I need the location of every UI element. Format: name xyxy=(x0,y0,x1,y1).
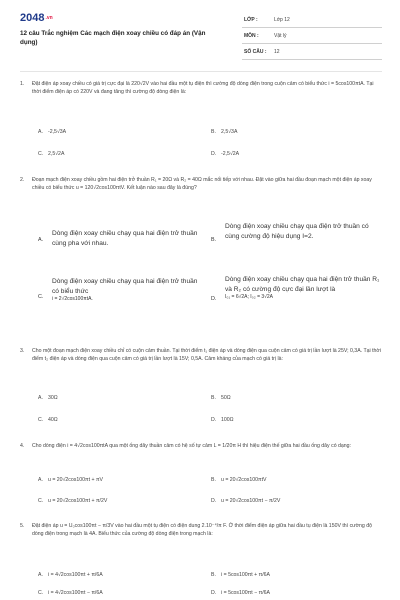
option-label: C. xyxy=(38,294,44,300)
option-text: Dòng điện xoay chiều chạy qua điện trở thuần có cùng cường độ hiệu dụng I=2. xyxy=(225,223,369,240)
option-text: -2,5√2A xyxy=(221,151,240,157)
option-text: i = 5cos100πt + π/6A xyxy=(221,572,270,578)
option-4d[interactable] xyxy=(211,498,280,504)
option-text: i = 5cos100πt − π/6A xyxy=(221,590,270,596)
question-number: 3. xyxy=(20,348,25,354)
option-text: u = 20√2cos100πt − π/2V xyxy=(221,498,281,504)
option-1b[interactable] xyxy=(211,129,237,135)
option-5b[interactable] xyxy=(211,572,270,578)
option-label: C. xyxy=(38,590,44,596)
meta-key: SỐ CÂU : xyxy=(244,49,267,55)
option-4b[interactable] xyxy=(211,477,267,483)
option-2b[interactable] xyxy=(211,222,381,241)
question-4 xyxy=(20,442,382,450)
option-3d[interactable] xyxy=(211,417,234,423)
option-text: 2,5√3A xyxy=(221,129,238,135)
question-3 xyxy=(20,347,382,364)
option-text: 30Ω xyxy=(48,395,58,401)
meta-value: 12 xyxy=(274,49,280,55)
meta-row-grade xyxy=(242,12,382,28)
question-5 xyxy=(20,522,382,539)
question-number: 1. xyxy=(20,81,25,87)
question-text: Cho dòng điện i = 4√2cos100πtA qua một ống dây thuần cảm có hệ số tự cảm L = 1/20π H thì hiệu điện thế giữa hai đầu ống dây có dạng: xyxy=(32,443,351,449)
option-label: A. xyxy=(38,477,43,483)
option-label: A. xyxy=(38,395,43,401)
option-3c[interactable] xyxy=(38,417,58,423)
option-4a[interactable] xyxy=(38,477,103,483)
logo-suffix: .vn xyxy=(45,15,53,22)
meta-value: Lớp 12 xyxy=(274,17,290,23)
question-text: Đặt điện áp xoay chiều có giá trị cực đại là 220√2V vào hai đầu một tụ điện thì cường độ dòng điện trong cuộn cảm có biểu thức i = 5cos100πtA. Tại thời điểm điện áp có 220V và đang tăng thì cường độ dòng điện là: xyxy=(32,81,374,96)
document-header xyxy=(20,12,382,60)
option-2c[interactable] xyxy=(38,277,198,303)
option-formula: i = 2√2cos100πtA. xyxy=(52,296,93,303)
option-4c[interactable] xyxy=(38,498,107,504)
option-text: Dòng điện xoay chiều chạy qua hai điện trở thuần R₁ và R₂ có cường độ cực đại lần lượt là xyxy=(225,276,380,293)
option-text: u = 20√2cos100πtV xyxy=(221,477,267,483)
question-number: 4. xyxy=(20,443,25,449)
option-text: Dòng điện xoay chiều chạy qua hai điện trở thuần cùng pha với nhau. xyxy=(52,230,198,247)
meta-key: LỚP : xyxy=(244,17,258,23)
question-number: 5. xyxy=(20,523,25,529)
question-1 xyxy=(20,80,382,97)
option-3b[interactable] xyxy=(211,395,231,401)
option-text: i = 4√2cos100πt − π/6A xyxy=(48,590,103,596)
question-text: Đặt điện áp u = U₀cos100πt − π/3V vào hai đầu một tụ điện có điện dung 2.10⁻⁴/π F. Ở thời điểm điện áp giữa hai đầu tụ điện là 150V thì cường độ dòng điện trong mạch là 4A. Biểu thức của cường độ dòng điện trong mạch là: xyxy=(32,523,373,538)
option-label: B. xyxy=(211,237,217,243)
header-divider xyxy=(20,71,382,72)
option-text: i = 4√2cos100πt + π/6A xyxy=(48,572,103,578)
meta-value: Vật lý xyxy=(274,33,287,39)
logo-text: 2048 xyxy=(20,12,45,24)
option-text: 50Ω xyxy=(221,395,231,401)
option-label: A. xyxy=(38,129,43,135)
option-label: D. xyxy=(211,151,217,157)
option-5a[interactable] xyxy=(38,572,103,578)
question-text: Đoạn mạch điện xoay chiều gồm hai điện trở thuần R₁ = 20Ω và R₂ = 40Ω mắc nối tiếp với nhau. Đặt vào giữa hai đầu đoạn mạch một điện áp xoay chiều có biểu thức u = 120√2cos100πtV. Kết luận nào sau đây là đúng? xyxy=(32,177,372,192)
option-label: C. xyxy=(38,417,44,423)
option-label: C. xyxy=(38,498,44,504)
meta-row-subject xyxy=(242,28,382,44)
option-5d[interactable] xyxy=(211,590,270,596)
option-label: D. xyxy=(211,296,217,302)
option-text: 40Ω xyxy=(48,417,58,423)
option-1c[interactable] xyxy=(38,151,64,157)
option-label: B. xyxy=(211,129,216,135)
option-label: D. xyxy=(211,417,217,423)
option-1a[interactable] xyxy=(38,129,66,135)
option-formula: I₀₁ = 6√2A; I₀₂ = 3√2A xyxy=(225,294,274,301)
option-label: C. xyxy=(38,151,44,157)
meta-row-count xyxy=(242,44,382,60)
option-label: D. xyxy=(211,498,217,504)
option-label: B. xyxy=(211,572,216,578)
option-label: B. xyxy=(211,395,216,401)
option-label: B. xyxy=(211,477,216,483)
option-text: -2,5√3A xyxy=(48,129,67,135)
document-title: 12 câu Trắc nghiệm Các mạch điện xoay chiều có đáp án (Vận dụng) xyxy=(20,30,206,46)
site-logo[interactable] xyxy=(20,12,53,24)
option-label: D. xyxy=(211,590,217,596)
option-5c[interactable] xyxy=(38,590,103,596)
option-label: A. xyxy=(38,237,44,243)
option-text: 100Ω xyxy=(221,417,234,423)
meta-table xyxy=(242,12,382,60)
option-text: 2,5√2A xyxy=(48,151,65,157)
option-2a[interactable] xyxy=(38,229,198,248)
option-text: u = 20√2cos100πt + π/2V xyxy=(48,498,108,504)
option-1d[interactable] xyxy=(211,151,239,157)
option-label: A. xyxy=(38,572,43,578)
option-text: u = 20√2cos100πt + πV xyxy=(48,477,103,483)
option-3a[interactable] xyxy=(38,395,58,401)
question-2 xyxy=(20,176,382,193)
option-text: Dòng điện xoay chiều chạy qua hai điện trở thuần có biểu thức xyxy=(52,278,198,295)
option-2d[interactable] xyxy=(211,275,381,301)
question-text: Cho một đoạn mạch điện xoay chiều chỉ có cuộn cảm thuần. Tại thời điểm t₁ điện áp và dòng điện qua cuộn cảm có giá trị lần lượt là 25V; 0,3A. Tại thời điểm t₂ điện áp và dòng điện qua cuộn cảm có giá trị lần lượt là 15V; 0,5A. Cảm kháng của mạch có giá trị là: xyxy=(32,348,381,363)
meta-key: MÔN : xyxy=(244,33,259,39)
question-number: 2. xyxy=(20,177,25,183)
